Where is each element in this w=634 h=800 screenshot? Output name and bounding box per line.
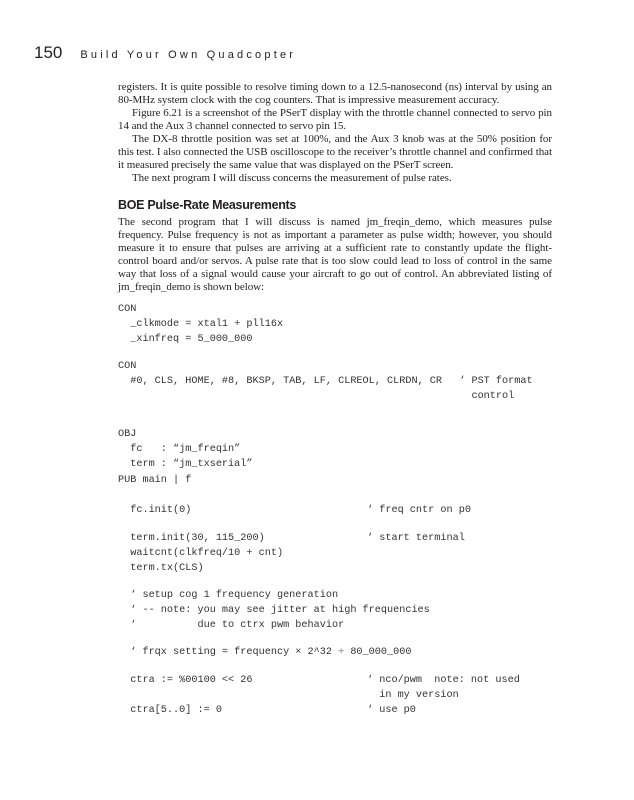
code-line <box>118 546 552 561</box>
code-comment: control <box>447 391 515 402</box>
code-text: ‘ setup cog 1 frequency generation <box>118 590 339 601</box>
code-block <box>118 302 552 347</box>
code-line <box>118 618 552 633</box>
paragraph: Figure 6.21 is a screenshot of the PSerT display with the throttle channel connected to servo pin 14 and the Aux 3 channel connected to servo pin 15. <box>118 107 552 132</box>
code-text: CON <box>118 361 137 372</box>
code-text: OBJ <box>118 429 137 440</box>
code-line <box>118 688 552 703</box>
code-text: term : “jm_txserial” <box>118 459 253 470</box>
paragraph: registers. It is quite possible to resolve timing down to a 12.5-nanosecond (ns) interval by using an 80-MHz system clock with the cog counters. That is impressive measurement accuracy. <box>118 81 552 106</box>
code-line <box>118 302 552 317</box>
code-block <box>118 427 552 472</box>
code-text: ctra := %00100 << 26 <box>118 675 253 686</box>
code-text: #0, CLS, HOME, #8, BKSP, TAB, LF, CLREOL, CLRDN, CR <box>118 376 443 387</box>
code-line <box>118 442 552 457</box>
paragraph: The next program I will discuss concerns the measurement of pulse rates. <box>132 172 452 184</box>
code-block <box>118 359 552 404</box>
code-comment: ‘ PST format <box>447 376 533 387</box>
section-heading: BOE Pulse-Rate Measurements <box>118 198 297 212</box>
code-line <box>118 389 552 404</box>
code-block <box>118 473 552 488</box>
code-block <box>118 503 552 518</box>
code-text: ‘ frqx setting = frequency × 2^32 ÷ 80_000_000 <box>118 647 412 658</box>
code-line <box>118 561 552 576</box>
code-line <box>118 645 552 660</box>
code-line <box>118 317 552 332</box>
code-line <box>118 503 552 518</box>
code-block <box>118 531 552 576</box>
code-text: term.tx(CLS) <box>118 563 204 574</box>
code-text: PUB main | f <box>118 475 192 486</box>
code-comment: in my version <box>367 690 459 701</box>
text-column <box>118 81 552 718</box>
intro-text <box>118 81 552 185</box>
code-line <box>118 457 552 472</box>
code-text: _clkmode = xtal1 + pll16x <box>118 319 284 330</box>
code-comment: ‘ use p0 <box>367 705 416 716</box>
code-line <box>118 427 552 442</box>
code-line <box>118 588 552 603</box>
code-text: _xinfreq = 5_000_000 <box>118 334 253 345</box>
code-line <box>118 374 552 389</box>
code-text: fc.init(0) <box>118 505 192 516</box>
code-line <box>118 531 552 546</box>
code-line <box>118 603 552 618</box>
code-line <box>118 703 552 718</box>
code-block <box>118 588 552 633</box>
code-comment: ‘ freq cntr on p0 <box>367 505 471 516</box>
code-text: ‘ due to ctrx pwm behavior <box>118 620 345 631</box>
code-block <box>118 673 552 718</box>
code-line <box>118 673 552 688</box>
paragraph: The second program that I will discuss is named jm_freqin_demo, which measures pulse frequency. Pulse frequency is not as important a parameter as pulse width; however, you should measure it to ensure that pulses are arriving at a sufficient rate to constantly update the flight-control board and/or servos. A pulse rate that is too slow could lead to loss of control in the same way that loss of a signal would cause your aircraft to go out of control. An abbreviated listing of jm_freqin_demo is shown below: <box>118 216 552 293</box>
code-text: ctra[5..0] := 0 <box>118 705 222 716</box>
code-text: ‘ -- note: you may see jitter at high frequencies <box>118 605 430 616</box>
code-block <box>118 645 552 660</box>
code-text: fc : “jm_freqin” <box>118 444 241 455</box>
code-line <box>118 332 552 347</box>
code-text: CON <box>118 304 137 315</box>
section-text <box>118 216 552 294</box>
page-number: 150 <box>34 43 63 62</box>
code-text: waitcnt(clkfreq/10 + cnt) <box>118 548 284 559</box>
paragraph: The DX-8 throttle position was set at 100%, and the Aux 3 knob was at the 50% position for this test. I also connected the USB oscilloscope to the receiver’s throttle channel and confirmed that it measured precisely the same value that was displayed on the PSerT screen. <box>118 133 552 171</box>
code-line <box>118 359 552 374</box>
code-comment: ‘ start terminal <box>367 533 465 544</box>
code-listing <box>118 302 552 718</box>
code-text: term.init(30, 115_200) <box>118 533 265 544</box>
running-head: Build Your Own Quadcopter <box>80 49 297 61</box>
page-header <box>34 43 296 63</box>
code-line <box>118 473 552 488</box>
code-comment: ‘ nco/pwm note: not used <box>367 675 520 686</box>
